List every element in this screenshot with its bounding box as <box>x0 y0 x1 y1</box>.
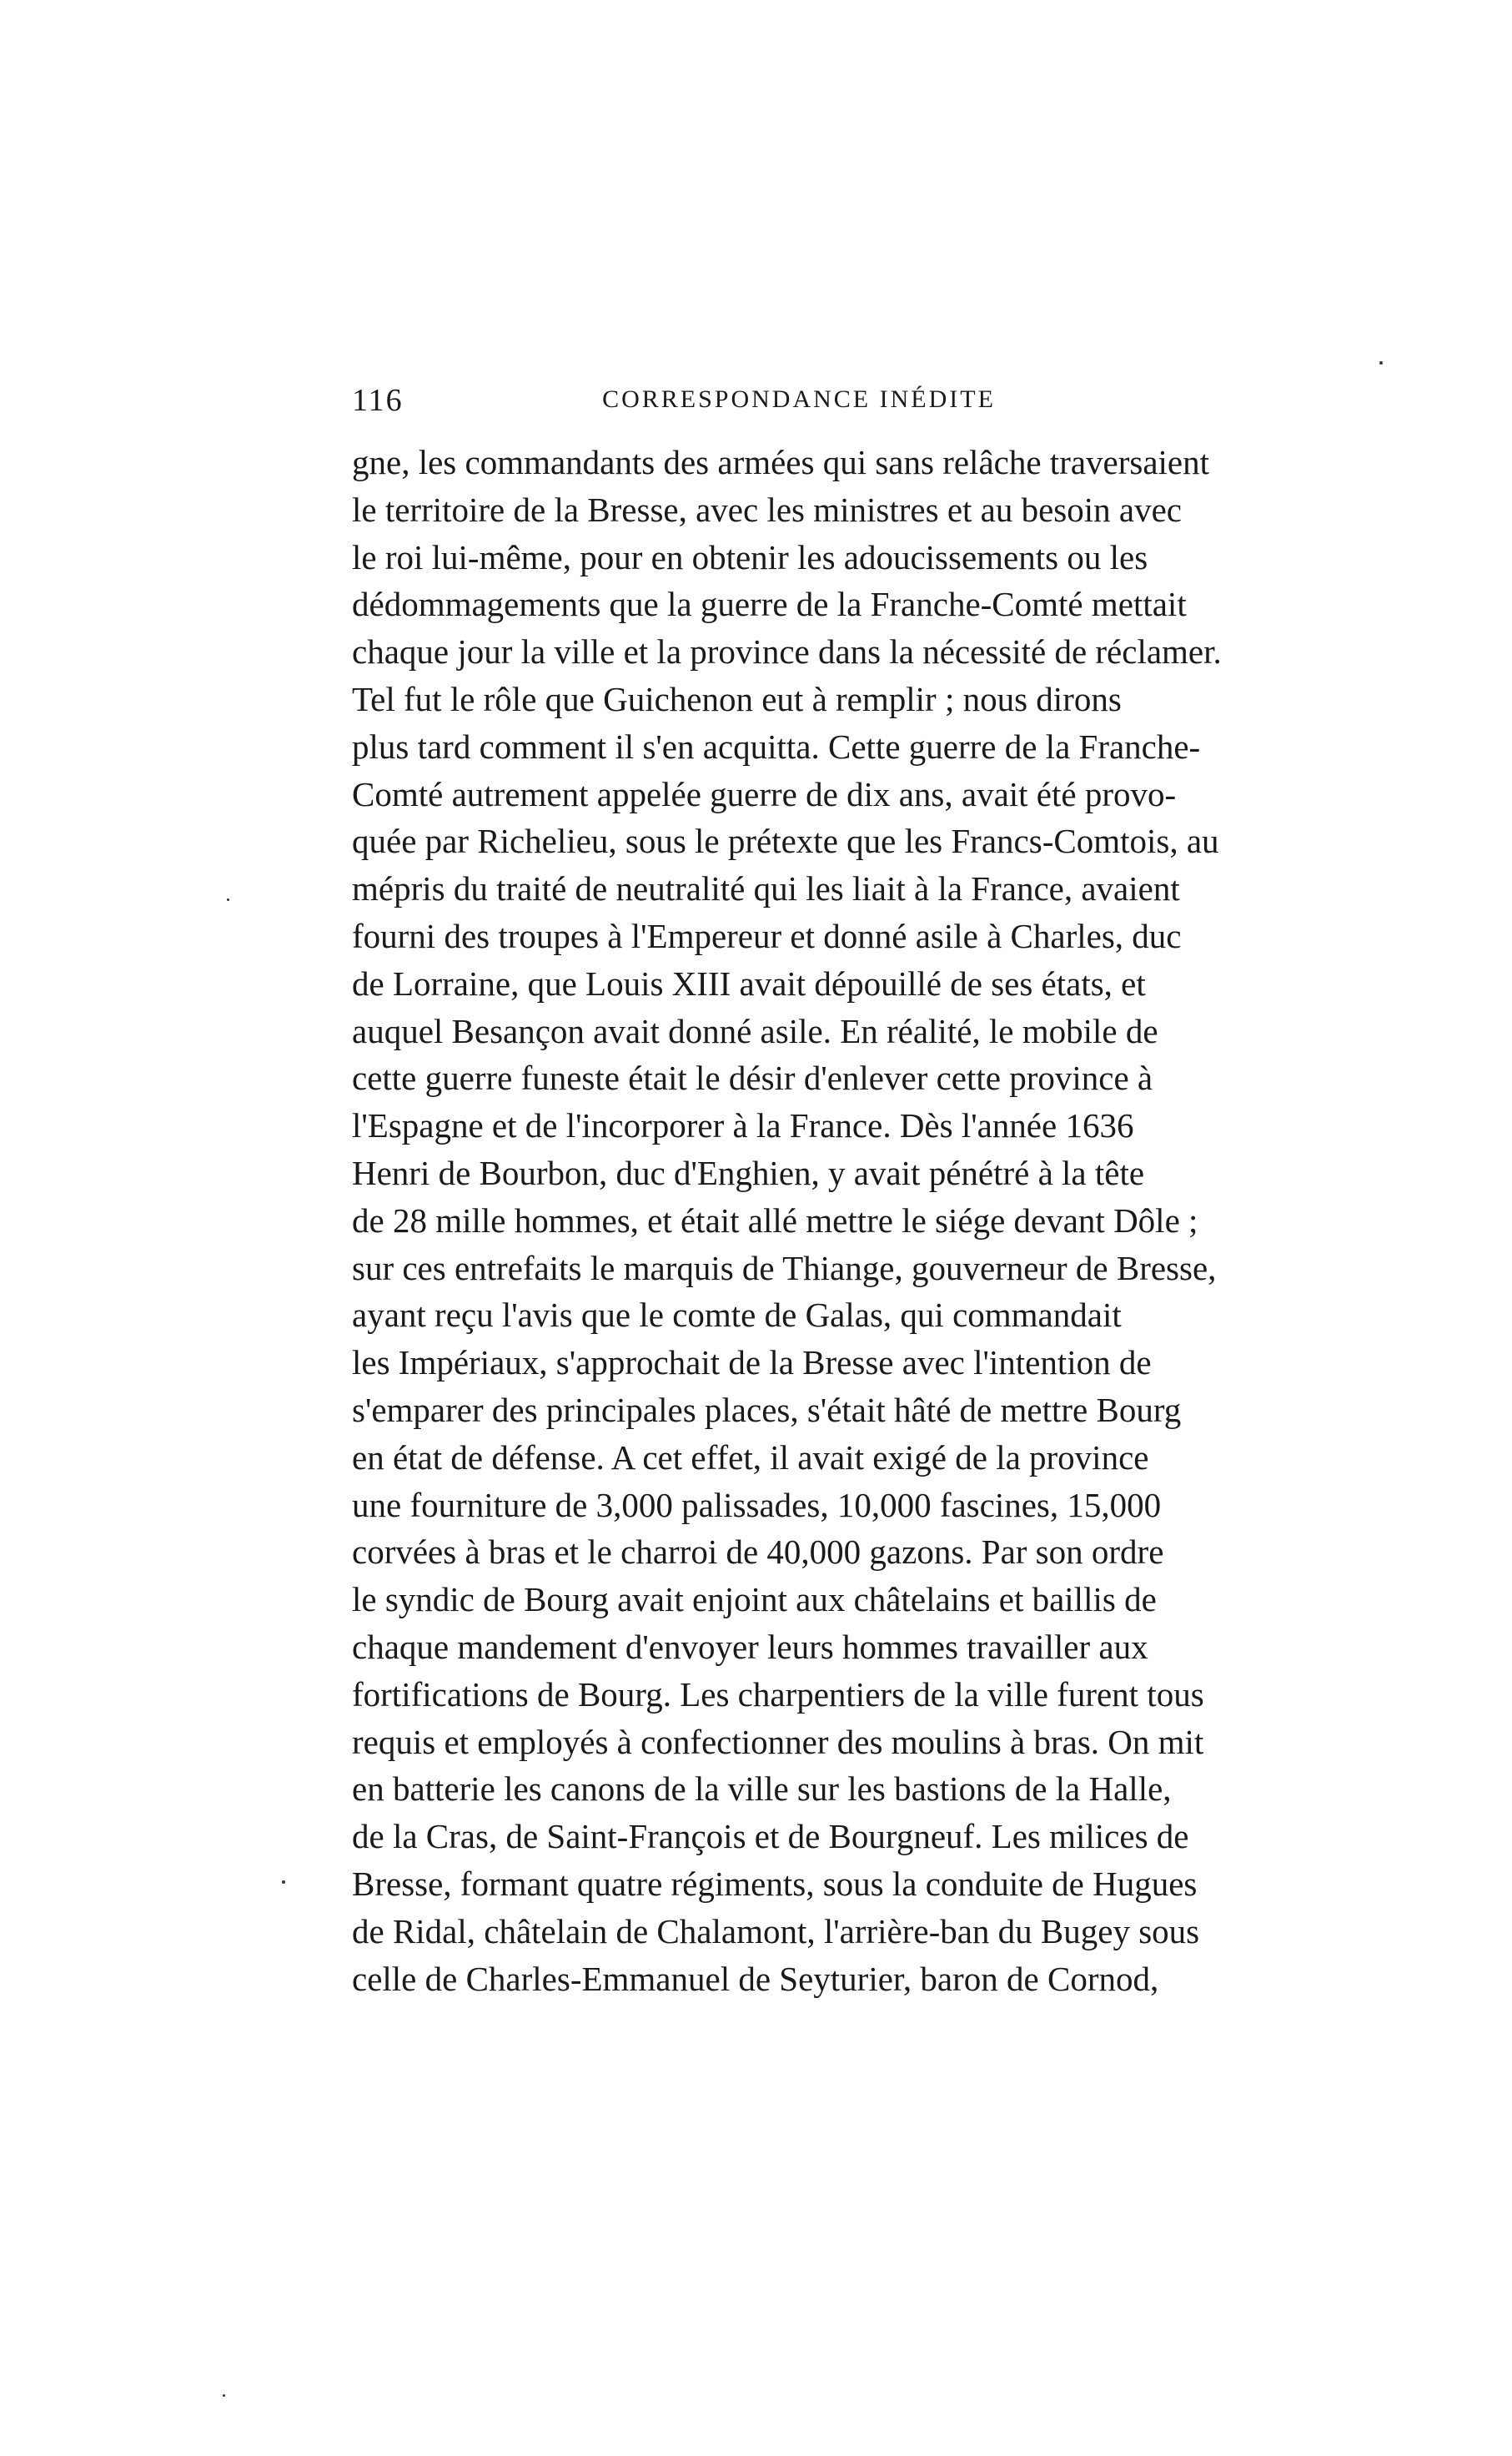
page-number: 116 <box>352 383 404 418</box>
text-line: dédommagements que la guerre de la Franche-Comté mettait <box>352 585 1187 624</box>
text-line: gne, les commandants des armées qui sans relâche traversaient <box>352 443 1210 481</box>
text-line: sur ces entrefaits le marquis de Thiange, gouverneur de Bresse, <box>352 1248 1217 1287</box>
text-line: s'emparer des principales places, s'était hâté de mettre Bourg <box>352 1390 1182 1429</box>
text-line: de Ridal, châtelain de Chalamont, l'arrière-ban du Bugey sous <box>352 1911 1200 1950</box>
text-line: plus tard comment il s'en acquitta. Cette guerre de la Franche- <box>352 727 1201 766</box>
text-line: en batterie les canons de la ville sur les bastions de la Halle, <box>352 1769 1172 1809</box>
text-line: mépris du traité de neutralité qui les liait à la France, avaient <box>352 869 1180 908</box>
text-line: requis et employés à confectionner des moulins à bras. On mit <box>352 1722 1204 1761</box>
text-line: ayant reçu l'avis que le comte de Galas, qui commandait <box>352 1296 1122 1335</box>
scan-speck <box>282 1880 285 1884</box>
text-line: celle de Charles-Emmanuel de Seyturier, baron de Cornod, <box>352 1959 1159 1998</box>
running-head <box>352 382 1246 422</box>
text-line: de Lorraine, que Louis XIII avait dépouillé de ses états, et <box>352 964 1146 1003</box>
text-line: fourni des troupes à l'Empereur et donné asile à Charles, duc <box>352 916 1182 955</box>
text-line: les Impériaux, s'approchait de la Bresse avec l'intention de <box>352 1343 1152 1382</box>
text-line: Tel fut le rôle que Guichenon eut à remplir ; nous dirons <box>352 679 1122 718</box>
text-line: fortifications de Bourg. Les charpentiers de la ville furent tous <box>352 1674 1204 1714</box>
text-line: l'Espagne et de l'incorporer à la France. Dès l'année 1636 <box>352 1106 1134 1145</box>
text-line: de 28 mille hommes, et était allé mettre le siége devant Dôle ; <box>352 1200 1198 1240</box>
text-line: quée par Richelieu, sous le prétexte que les Francs-Comtois, au <box>352 822 1219 861</box>
text-line: corvées à bras et le charroi de 40,000 gazons. Par son ordre <box>352 1532 1164 1572</box>
text-line: chaque mandement d'envoyer leurs hommes travailler aux <box>352 1627 1148 1666</box>
text-line: le territoire de la Bresse, avec les ministres et au besoin avec <box>352 490 1182 529</box>
body-text <box>352 439 1246 2002</box>
text-line: Henri de Bourbon, duc d'Enghien, y avait pénétré à la tête <box>352 1153 1145 1192</box>
text-line: de la Cras, de Saint-François et de Bourgneuf. Les milices de <box>352 1817 1189 1856</box>
text-line: le roi lui-même, pour en obtenir les adoucissements ou les <box>352 537 1148 576</box>
text-line: auquel Besançon avait donné asile. En réalité, le mobile de <box>352 1011 1158 1050</box>
text-line: chaque jour la ville et la province dans la nécessité de réclamer. <box>352 632 1222 672</box>
text-line: en état de défense. A cet effet, il avait exigé de la province <box>352 1437 1149 1477</box>
running-title: CORRESPONDANCE INÉDITE <box>602 385 996 413</box>
scan-speck <box>1379 361 1383 365</box>
text-line: cette guerre funeste était le désir d'enlever cette province à <box>352 1059 1153 1098</box>
text-line: une fourniture de 3,000 palissades, 10,000 fascines, 15,000 <box>352 1485 1162 1524</box>
text-line: Comté autrement appelée guerre de dix ans, avait été provo- <box>352 774 1177 813</box>
text-line: Bresse, formant quatre régiments, sous la conduite de Hugues <box>352 1864 1198 1903</box>
text-line: le syndic de Bourg avait enjoint aux châtelains et baillis de <box>352 1580 1157 1619</box>
scan-speck <box>227 898 229 901</box>
scan-speck <box>223 2394 225 2397</box>
